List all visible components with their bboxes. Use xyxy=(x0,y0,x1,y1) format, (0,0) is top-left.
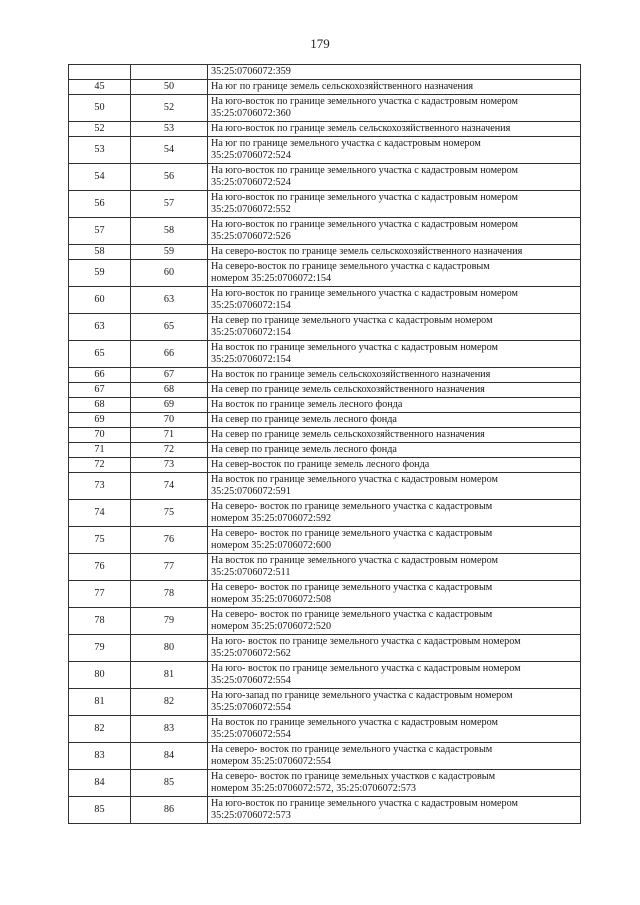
page-number: 179 xyxy=(310,36,330,51)
point-to-cell: 52 xyxy=(131,95,208,122)
point-to-cell: 57 xyxy=(131,191,208,218)
point-to-cell: 85 xyxy=(131,770,208,797)
point-to-cell xyxy=(131,65,208,80)
point-from-cell: 45 xyxy=(69,80,131,95)
point-from-cell: 80 xyxy=(69,662,131,689)
table-row xyxy=(69,245,581,260)
point-to-cell: 82 xyxy=(131,689,208,716)
point-from-cell: 72 xyxy=(69,458,131,473)
point-from-cell: 65 xyxy=(69,341,131,368)
table-row xyxy=(69,65,581,80)
point-to-cell: 80 xyxy=(131,635,208,662)
boundary-description-cell: На юго- восток по границе земельного участка с кадастровым номером 35:25:0706072:562 xyxy=(208,635,581,662)
point-to-cell: 50 xyxy=(131,80,208,95)
point-from-cell: 66 xyxy=(69,368,131,383)
boundary-description-cell: На восток по границе земель сельскохозяйственного назначения xyxy=(208,368,581,383)
point-from-cell xyxy=(69,65,131,80)
point-from-cell: 78 xyxy=(69,608,131,635)
boundary-description-cell: На юг по границе земель сельскохозяйственного назначения xyxy=(208,80,581,95)
boundary-description-cell: На юго-запад по границе земельного участка с кадастровым номером 35:25:0706072:554 xyxy=(208,689,581,716)
table-row xyxy=(69,95,581,122)
point-to-cell: 63 xyxy=(131,287,208,314)
boundary-description-cell: На восток по границе земель лесного фонда xyxy=(208,398,581,413)
point-from-cell: 73 xyxy=(69,473,131,500)
table-row xyxy=(69,287,581,314)
point-from-cell: 76 xyxy=(69,554,131,581)
table-row xyxy=(69,500,581,527)
boundary-description-cell: На северо- восток по границе земельного участка с кадастровым номером 35:25:0706072:508 xyxy=(208,581,581,608)
boundary-description-cell: На север по границе земель лесного фонда xyxy=(208,443,581,458)
table-row xyxy=(69,191,581,218)
boundary-description-cell: На юго-восток по границе земельного участка с кадастровым номером 35:25:0706072:526 xyxy=(208,218,581,245)
table-row xyxy=(69,662,581,689)
point-to-cell: 69 xyxy=(131,398,208,413)
point-to-cell: 67 xyxy=(131,368,208,383)
boundary-description-cell: На север по границе земель лесного фонда xyxy=(208,413,581,428)
point-from-cell: 50 xyxy=(69,95,131,122)
table-row xyxy=(69,413,581,428)
point-from-cell: 67 xyxy=(69,383,131,398)
point-to-cell: 74 xyxy=(131,473,208,500)
boundary-description-cell: На юго- восток по границе земельного участка с кадастровым номером 35:25:0706072:554 xyxy=(208,662,581,689)
table-row xyxy=(69,554,581,581)
point-from-cell: 85 xyxy=(69,797,131,824)
point-to-cell: 84 xyxy=(131,743,208,770)
boundary-description-cell: На северо-восток по границе земельного участка с кадастровым номером 35:25:0706072:154 xyxy=(208,260,581,287)
boundary-description-cell: На север по границе земель сельскохозяйственного назначения xyxy=(208,428,581,443)
boundary-description-cell: На юго-восток по границе земельного участка с кадастровым номером 35:25:0706072:552 xyxy=(208,191,581,218)
table-row xyxy=(69,635,581,662)
boundary-description-cell: На северо- восток по границе земельного участка с кадастровым номером 35:25:0706072:554 xyxy=(208,743,581,770)
point-from-cell: 79 xyxy=(69,635,131,662)
point-to-cell: 83 xyxy=(131,716,208,743)
point-to-cell: 68 xyxy=(131,383,208,398)
point-to-cell: 81 xyxy=(131,662,208,689)
point-to-cell: 65 xyxy=(131,314,208,341)
point-from-cell: 58 xyxy=(69,245,131,260)
table-row xyxy=(69,689,581,716)
point-to-cell: 78 xyxy=(131,581,208,608)
table-row xyxy=(69,797,581,824)
table-row xyxy=(69,443,581,458)
point-to-cell: 77 xyxy=(131,554,208,581)
table-body xyxy=(69,65,581,824)
point-from-cell: 68 xyxy=(69,398,131,413)
point-from-cell: 74 xyxy=(69,500,131,527)
point-to-cell: 66 xyxy=(131,341,208,368)
table-row xyxy=(69,428,581,443)
point-to-cell: 59 xyxy=(131,245,208,260)
boundary-description-cell: На северо-восток по границе земель сельскохозяйственного назначения xyxy=(208,245,581,260)
boundary-description-cell: На юго-восток по границе земельного участка с кадастровым номером 35:25:0706072:573 xyxy=(208,797,581,824)
table-row xyxy=(69,473,581,500)
point-from-cell: 81 xyxy=(69,689,131,716)
boundary-description-cell: На север-восток по границе земель лесного фонда xyxy=(208,458,581,473)
point-from-cell: 59 xyxy=(69,260,131,287)
point-from-cell: 52 xyxy=(69,122,131,137)
point-to-cell: 53 xyxy=(131,122,208,137)
point-from-cell: 77 xyxy=(69,581,131,608)
table-row xyxy=(69,743,581,770)
boundary-description-cell: На восток по границе земельного участка с кадастровым номером 35:25:0706072:591 xyxy=(208,473,581,500)
table-row xyxy=(69,122,581,137)
point-to-cell: 75 xyxy=(131,500,208,527)
boundary-description-cell: На северо- восток по границе земельного участка с кадастровым номером 35:25:0706072:600 xyxy=(208,527,581,554)
boundary-description-cell: На юго-восток по границе земель сельскохозяйственного назначения xyxy=(208,122,581,137)
boundary-description-cell: На юго-восток по границе земельного участка с кадастровым номером 35:25:0706072:524 xyxy=(208,164,581,191)
table-row xyxy=(69,260,581,287)
boundary-description-cell: На северо- восток по границе земельного участка с кадастровым номером 35:25:0706072:592 xyxy=(208,500,581,527)
table-row xyxy=(69,581,581,608)
point-to-cell: 60 xyxy=(131,260,208,287)
boundary-description-cell: На север по границе земель сельскохозяйственного назначения xyxy=(208,383,581,398)
boundary-description-cell: На юго-восток по границе земельного участка с кадастровым номером 35:25:0706072:360 xyxy=(208,95,581,122)
point-from-cell: 82 xyxy=(69,716,131,743)
table-row xyxy=(69,341,581,368)
boundary-description-cell: На север по границе земельного участка с кадастровым номером 35:25:0706072:154 xyxy=(208,314,581,341)
point-from-cell: 83 xyxy=(69,743,131,770)
point-from-cell: 56 xyxy=(69,191,131,218)
boundary-description-cell: На северо- восток по границе земельных участков с кадастровым номером 35:25:0706072:572, 35:25:0706072:573 xyxy=(208,770,581,797)
point-to-cell: 86 xyxy=(131,797,208,824)
point-from-cell: 57 xyxy=(69,218,131,245)
table-row xyxy=(69,137,581,164)
table-row xyxy=(69,716,581,743)
point-to-cell: 54 xyxy=(131,137,208,164)
boundary-description-cell: На восток по границе земельного участка с кадастровым номером 35:25:0706072:554 xyxy=(208,716,581,743)
boundary-description-cell: На юго-восток по границе земельного участка с кадастровым номером 35:25:0706072:154 xyxy=(208,287,581,314)
table-row xyxy=(69,608,581,635)
point-to-cell: 71 xyxy=(131,428,208,443)
table-row xyxy=(69,314,581,341)
point-from-cell: 70 xyxy=(69,428,131,443)
table-row xyxy=(69,218,581,245)
point-to-cell: 76 xyxy=(131,527,208,554)
table-row xyxy=(69,383,581,398)
point-to-cell: 79 xyxy=(131,608,208,635)
table-row xyxy=(69,398,581,413)
point-from-cell: 60 xyxy=(69,287,131,314)
point-from-cell: 53 xyxy=(69,137,131,164)
point-to-cell: 58 xyxy=(131,218,208,245)
boundary-description-cell: На восток по границе земельного участка с кадастровым номером 35:25:0706072:154 xyxy=(208,341,581,368)
table-row xyxy=(69,164,581,191)
table-row xyxy=(69,770,581,797)
table-row xyxy=(69,80,581,95)
point-from-cell: 84 xyxy=(69,770,131,797)
point-from-cell: 63 xyxy=(69,314,131,341)
point-to-cell: 56 xyxy=(131,164,208,191)
boundary-description-cell: На восток по границе земельного участка с кадастровым номером 35:25:0706072:511 xyxy=(208,554,581,581)
boundary-description-cell: 35:25:0706072:359 xyxy=(208,65,581,80)
point-from-cell: 71 xyxy=(69,443,131,458)
table-row xyxy=(69,458,581,473)
point-from-cell: 54 xyxy=(69,164,131,191)
point-to-cell: 72 xyxy=(131,443,208,458)
table-row xyxy=(69,368,581,383)
boundary-table xyxy=(68,64,581,824)
boundary-description-cell: На юг по границе земельного участка с кадастровым номером 35:25:0706072:524 xyxy=(208,137,581,164)
point-from-cell: 69 xyxy=(69,413,131,428)
point-to-cell: 70 xyxy=(131,413,208,428)
table-row xyxy=(69,527,581,554)
point-from-cell: 75 xyxy=(69,527,131,554)
point-to-cell: 73 xyxy=(131,458,208,473)
boundary-description-cell: На северо- восток по границе земельного участка с кадастровым номером 35:25:0706072:520 xyxy=(208,608,581,635)
